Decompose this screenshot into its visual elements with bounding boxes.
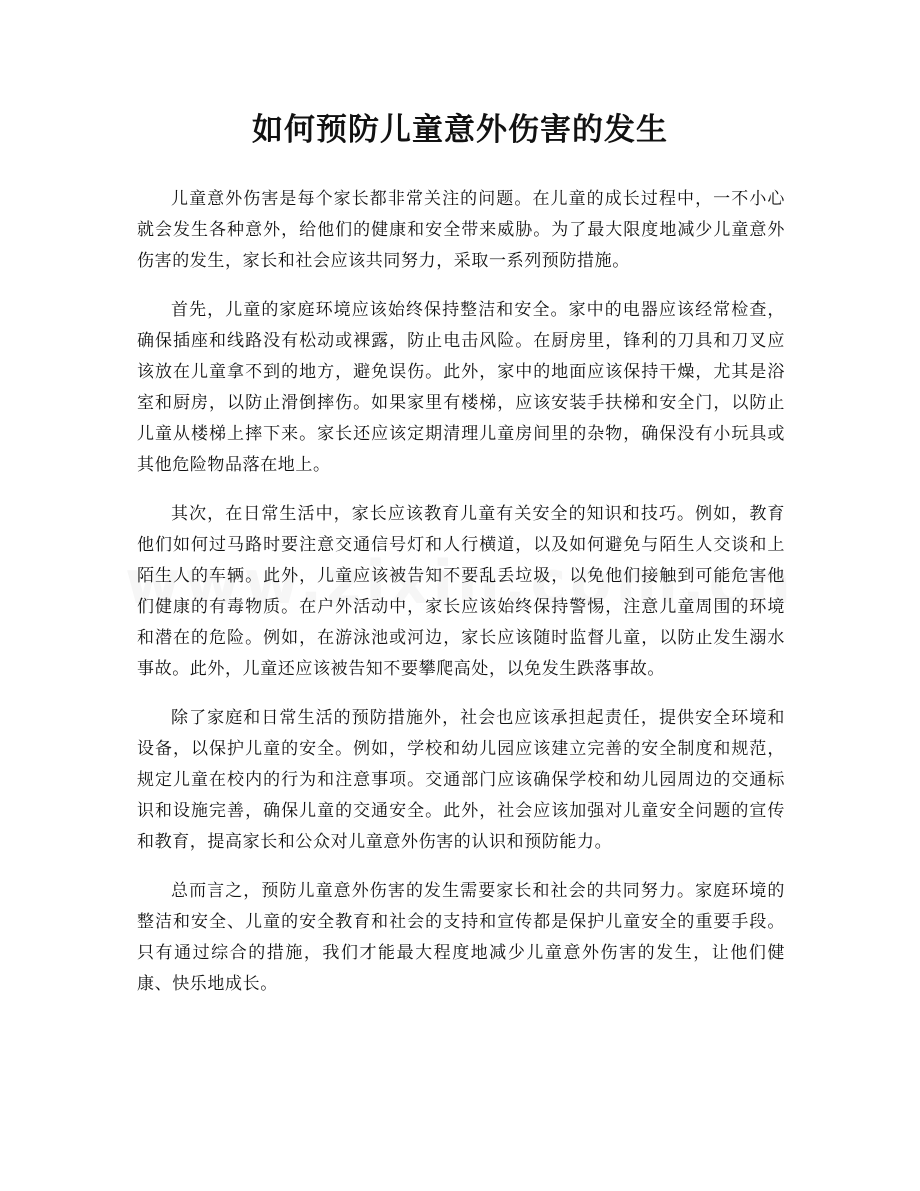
paragraph-intro: 儿童意外伤害是每个家长都非常关注的问题。在儿童的成长过程中，一不小心就会发生各种意外，给他们的健康和安全带来威胁。为了最大限度地减少儿童意外伤害的发生，家长和社会应该共同努力，采取一系列预防措施。: [137, 189, 785, 271]
document-body: [137, 184, 785, 1018]
paragraph-conclusion: 总而言之，预防儿童意外伤害的发生需要家长和社会的共同努力。家庭环境的整洁和安全、儿童的安全教育和社会的支持和宣传都是保护儿童安全的重要手段。只有通过综合的措施，我们才能最大程度地减少儿童意外伤害的发生，让他们健康、快乐地成长。: [137, 881, 785, 994]
document-title: 如何预防儿童意外伤害的发生: [252, 112, 668, 148]
paragraph-home-environment: 首先，儿童的家庭环境应该始终保持整洁和安全。家中的电器应该经常检查，确保插座和线路没有松动或裸露，防止电击风险。在厨房里，锋利的刀具和刀叉应该放在儿童拿不到的地方，避免误伤。此外，家中的地面应该保持干燥，尤其是浴室和厨房，以防止滑倒摔伤。如果家里有楼梯，应该安装手扶梯和安全门，以防止儿童从楼梯上摔下来。家长还应该定期清理儿童房间里的杂物，确保没有小玩具或其他危险物品落在地上。: [137, 300, 785, 475]
paragraph-safety-education: 其次，在日常生活中，家长应该教育儿童有关安全的知识和技巧。例如，教育他们如何过马路时要注意交通信号灯和人行横道，以及如何避免与陌生人交谈和上陌生人的车辆。此外，儿童应该被告知不要乱丢垃圾，以免他们接触到可能危害他们健康的有毒物质。在户外活动中，家长应该始终保持警惕，注意儿童周围的环境和潜在的危险。例如，在游泳池或河边，家长应该随时监督儿童，以防止发生溺水事故。此外，儿童还应该被告知不要攀爬高处，以免发生跌落事故。: [137, 504, 785, 679]
paragraph-society-responsibility: 除了家庭和日常生活的预防措施外，社会也应该承担起责任，提供安全环境和设备，以保护儿童的安全。例如，学校和幼儿园应该建立完善的安全制度和规范，规定儿童在校内的行为和注意事项。交通部门应该确保学校和幼儿园周边的交通标识和设施完善，确保儿童的交通安全。此外，社会应该加强对儿童安全问题的宣传和教育，提高家长和公众对儿童意外伤害的认识和预防能力。: [137, 708, 785, 852]
